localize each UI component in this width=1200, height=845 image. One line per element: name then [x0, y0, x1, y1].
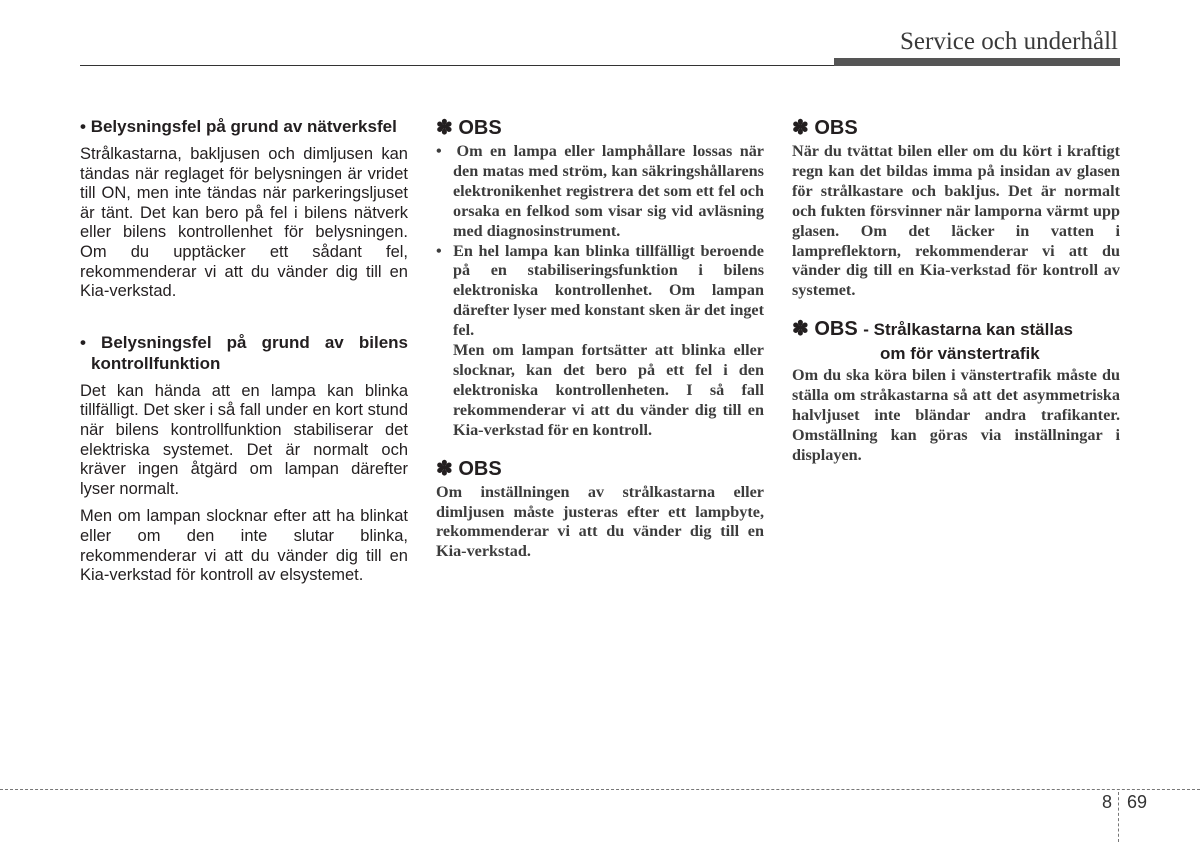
bullet-heading-control-function: • Belysningsfel på grund av bilens kontrollfunktion	[80, 332, 408, 373]
page-number-divider	[1118, 792, 1119, 842]
obs-heading-left-traffic	[792, 317, 1120, 342]
header-rule-accent	[834, 58, 1120, 66]
header-rule	[80, 65, 840, 66]
footer-rule	[0, 789, 1200, 790]
obs-label: ✽ OBS	[792, 318, 858, 341]
obs-bullet-item: • Om en lampa eller lamphållare lossas när den matas med ström, kan säkringshållarens elektronikenhet registrera det som ett fel och orsaka en felkod som visar sig vid avläsning med diagnosinstrument.	[436, 142, 764, 240]
bullet-heading-network-fault: • Belysningsfel på grund av nätverksfel	[80, 117, 397, 136]
column-middle	[436, 116, 764, 562]
chapter-number: 8	[1102, 792, 1113, 812]
obs-bullet-item: • En hel lampa kan blinka tillfälligt beroende på en stabiliseringsfunktion i bilens elektroniska kontrollenhet. Om lampan därefter lyser med konstant sken är det inget fel.	[436, 241, 764, 340]
obs-heading: ✽ OBS	[792, 117, 858, 139]
heading-text: Belysningsfel på grund av nätverksfel	[90, 117, 397, 136]
section-title: Service och underhåll	[900, 28, 1118, 55]
page-number: 69	[1127, 792, 1148, 812]
item-text: En hel lampa kan blinka tillfälligt beroende på en stabiliseringsfunktion i bilens elektroniska kontrollenhet. Om lampan därefter lyser med konstant sken är det inget fel.	[453, 241, 764, 340]
item-text: Om en lampa eller lamphållare lossas när den matas med ström, kan säkringshållarens elektronikenhet registrera det som ett fel och orsaka en felkod som visar sig vid avläsning med diagnosinstrument.	[453, 142, 764, 240]
obs-paragraph: När du tvättat bilen eller om du kört i kraftigt regn kan det bildas imma på insidan av glasen för strålkastare och bakljus. Det är normalt och fukten försvinner när lamporna värmt upp glasen. Om det läcker in vatten i lampreflektorn, rekommenderar vi att du vänder dig till en Kia-verkstad för kontroll av systemet.	[792, 142, 1120, 300]
column-left	[80, 116, 408, 594]
obs-paragraph: Om inställningen av strålkastarna eller dimljusen måste justeras efter ett lampbyte, rekommenderar vi att du vänder dig till en Kia-verkstad.	[436, 482, 764, 561]
column-right	[792, 116, 1120, 466]
paragraph: Strålkastarna, bakljusen och dimljusen kan tändas när reglaget för belysningen är vridet till ON, men inte tändas när parkeringsljuset är tänt. Det kan bero på fel i bilens nätverk eller bilens kontrollenhet för belysningen. Om du upptäcker ett sådant fel, rekommenderar vi att du vänder dig till en Kia-verkstad.	[80, 145, 408, 301]
obs-heading: ✽ OBS	[436, 117, 502, 139]
obs-subtitle: - Strålkastarna kan ställas	[863, 320, 1073, 340]
obs-heading: ✽ OBS	[436, 457, 502, 480]
heading-text: Belysningsfel på grund av bilens kontrollfunktion	[91, 332, 408, 373]
obs-paragraph: Om du ska köra bilen i vänstertrafik måste du ställa om stråkastarna så att det asymmetriska halvljuset inte bländar andra trafikanter. Omställning kan göras via inställningar i displayen.	[792, 366, 1120, 464]
obs-bullet-continuation: Men om lampan fortsätter att blinka eller slocknar, kan det bero på ett fel i den elektroniska kontrollenheten. I så fall rekommenderar vi att du vänder dig till en Kia-verkstad för en kontroll.	[453, 341, 764, 439]
paragraph: Men om lampan slocknar efter att ha blinkat eller om den inte slutar blinka, rekommenderar vi att du vänder dig till en Kia-verkstad för kontroll av elsystemet.	[80, 507, 408, 585]
obs-subtitle-continuation: om för vänstertrafik	[880, 344, 1040, 364]
paragraph: Det kan hända att en lampa kan blinka tillfälligt. Det sker i så fall under en kort stund när bilens kontrollfunktion stabiliserar det elektriska systemet. Det är normalt och kräver ingen åtgärd om lampan därefter lyser normalt.	[80, 381, 408, 498]
